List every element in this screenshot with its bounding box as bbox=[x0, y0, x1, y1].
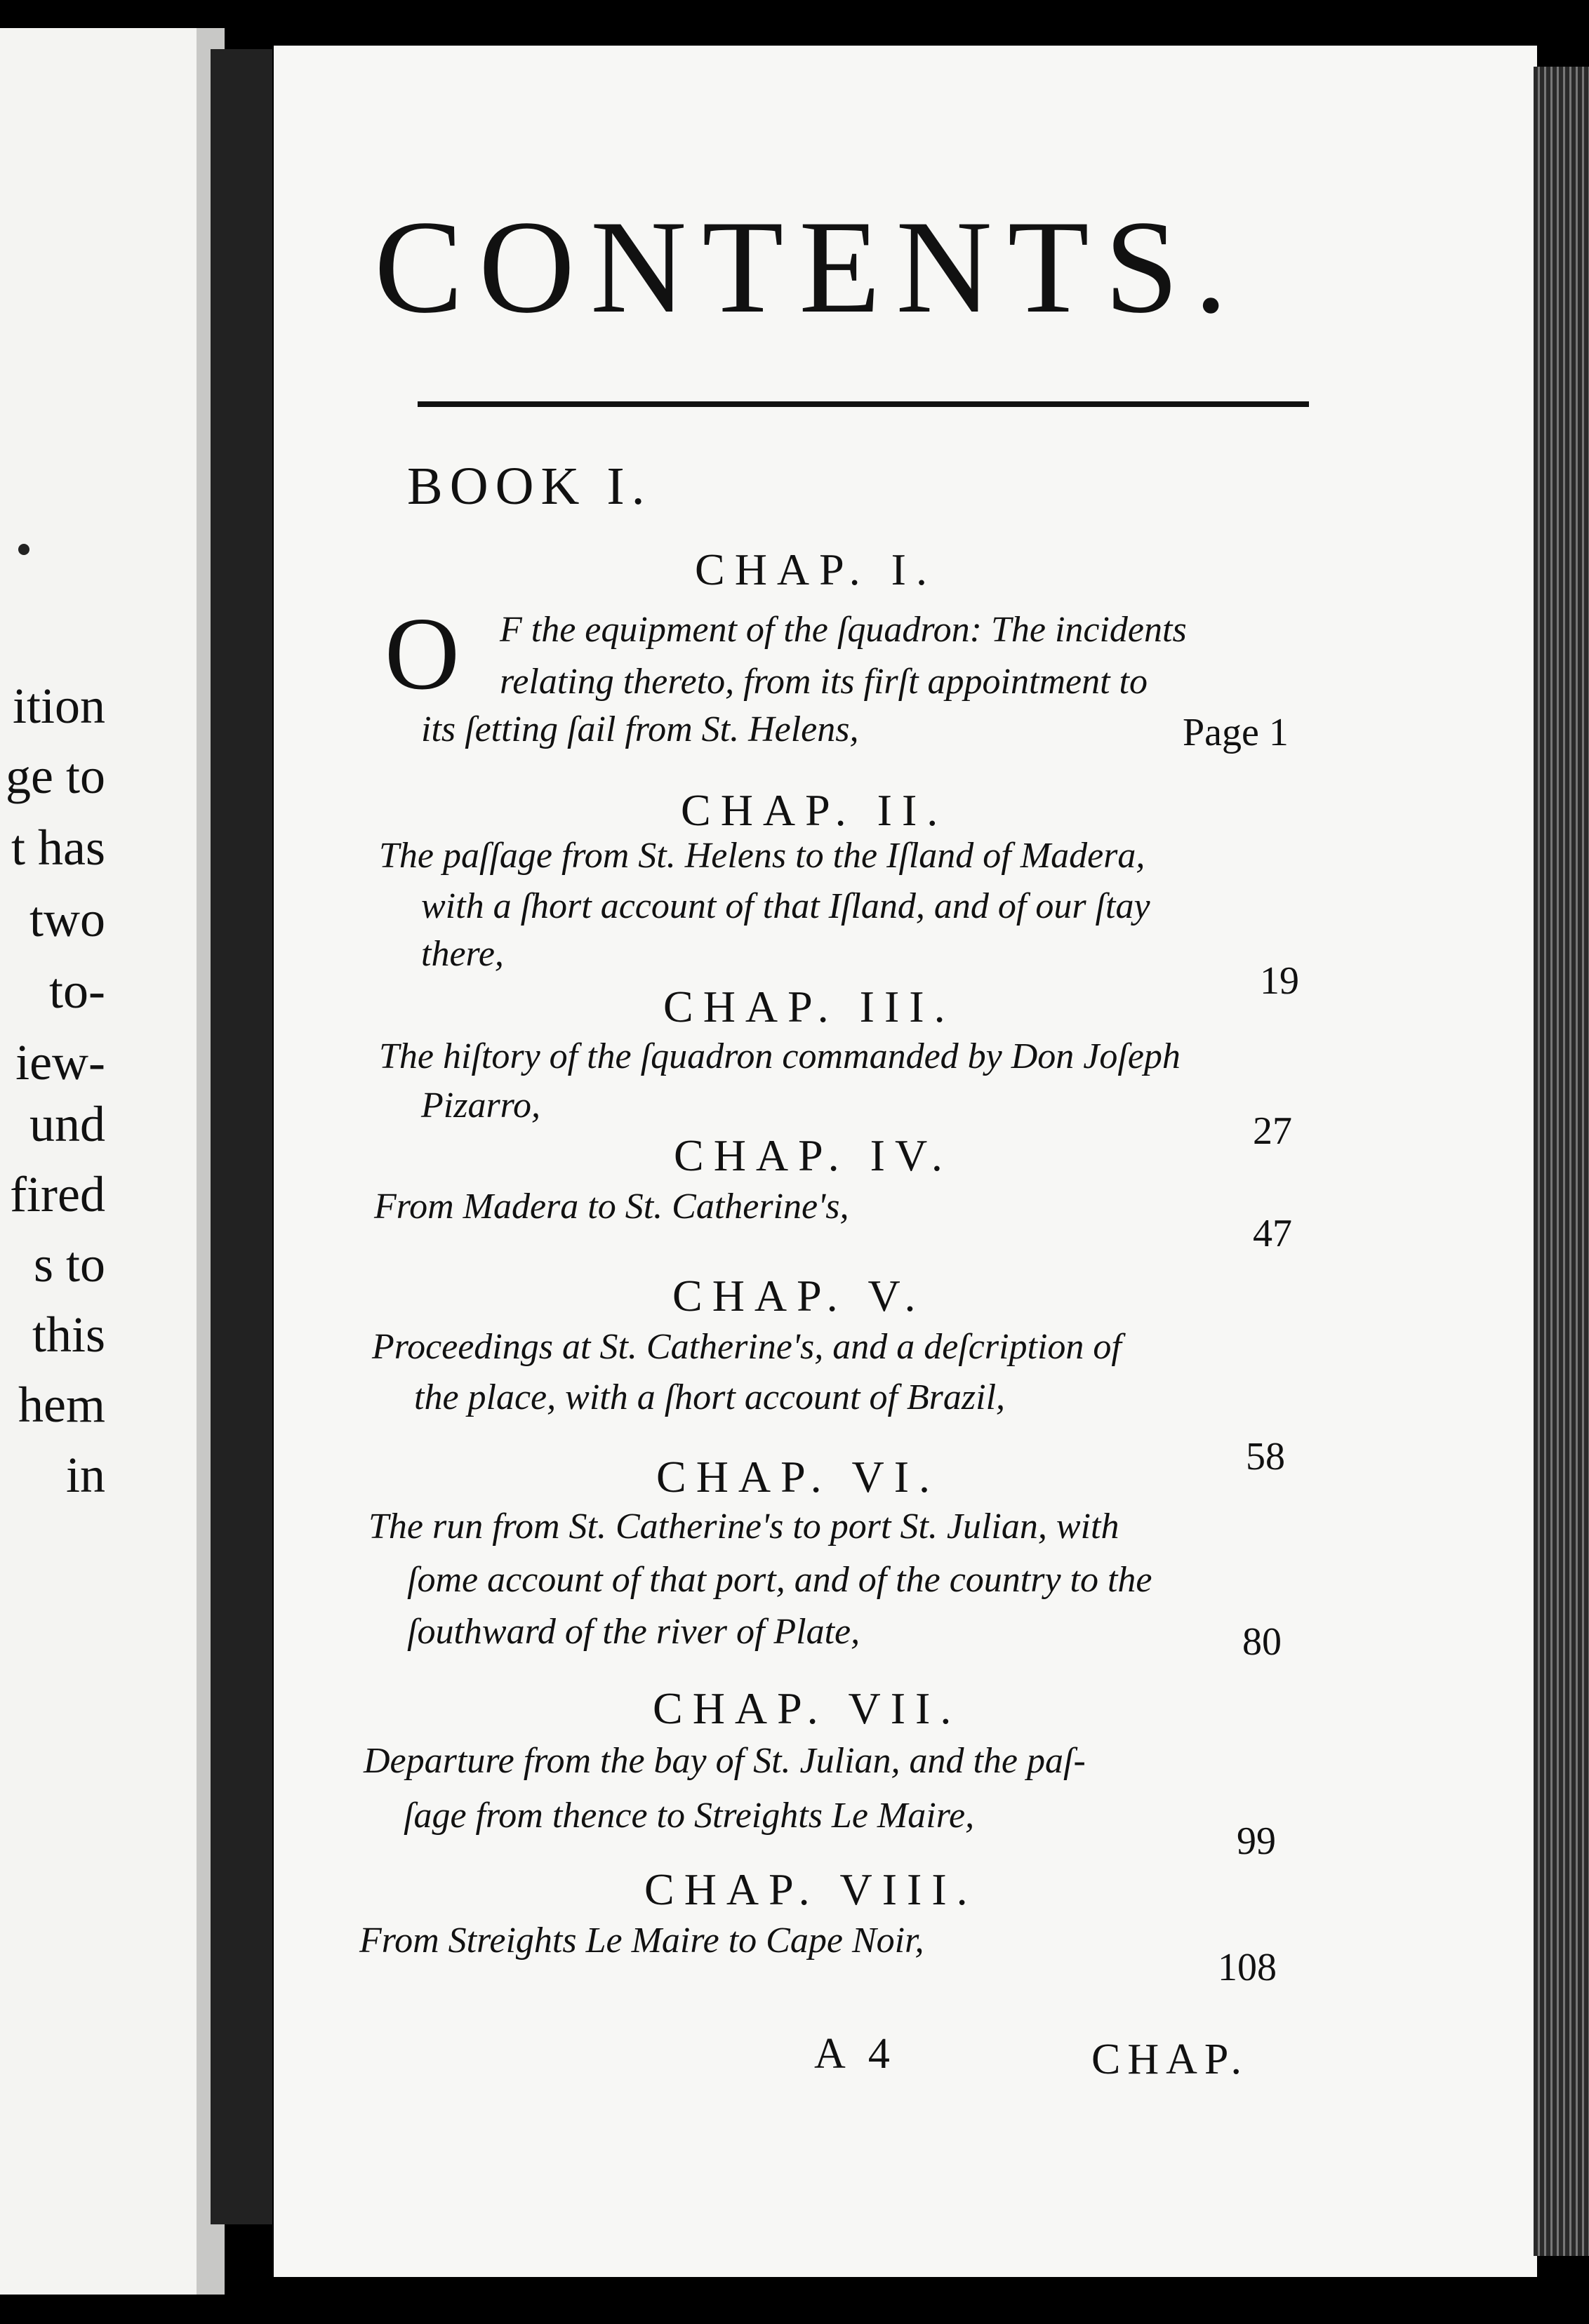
chapter-summary-line: ſome account of that port, and of the country to the bbox=[407, 1560, 1152, 1600]
page-number: Page 1 bbox=[1183, 711, 1289, 754]
chapter-summary-line: The run from St. Catherine's to port St. Julian, with bbox=[368, 1507, 1119, 1547]
chapter-summary-line: with a ſhort account of that Iſland, and of our ſtay bbox=[421, 886, 1150, 926]
chapter-summary-line: The hiſtory of the ſquadron commanded by Don Joſeph bbox=[379, 1036, 1181, 1076]
left-page-fragment: und bbox=[29, 1096, 105, 1152]
chapter-summary-line: Pizarro, bbox=[421, 1086, 540, 1126]
left-page bbox=[0, 28, 225, 2295]
chapter-summary-line: its ſetting ſail from St. Helens, bbox=[421, 709, 859, 749]
signature-mark: A 4 bbox=[814, 2030, 897, 2078]
page-title: CONTENTS. bbox=[374, 194, 1243, 341]
chapter-summary-line: The paſſage from St. Helens to the Iſland of Madera, bbox=[379, 836, 1145, 876]
left-page-fragment: s to bbox=[33, 1236, 105, 1293]
drop-cap: O bbox=[385, 596, 460, 712]
chapter-heading: CHAP. II. bbox=[681, 785, 948, 835]
left-page-fragment: ition bbox=[12, 678, 105, 734]
chapter-summary-line: From Madera to St. Catherine's, bbox=[374, 1187, 849, 1227]
page-number: 27 bbox=[1253, 1109, 1292, 1153]
chapter-heading: CHAP. V. bbox=[672, 1271, 926, 1321]
chapter-summary-line: ſage from thence to Streights Le Maire, bbox=[404, 1796, 975, 1836]
chapter-summary-line: relating thereto, from its firſt appointment to bbox=[500, 662, 1148, 702]
book-heading: BOOK I. bbox=[407, 457, 652, 516]
chapter-heading: CHAP. VII. bbox=[653, 1683, 962, 1733]
left-page-dot bbox=[18, 544, 29, 555]
left-page-fragment: t has bbox=[11, 820, 105, 876]
catchword: CHAP. bbox=[1091, 2036, 1249, 2083]
left-page-fragment: fired bbox=[10, 1166, 105, 1222]
left-page-fragment: hem bbox=[18, 1377, 105, 1433]
chapter-heading: CHAP. I. bbox=[695, 545, 937, 594]
chapter-summary-line: From Streights Le Maire to Cape Noir, bbox=[359, 1921, 924, 1961]
page-number: 80 bbox=[1242, 1620, 1282, 1664]
page-number: 99 bbox=[1237, 1819, 1276, 1863]
left-page-fragment: iew- bbox=[15, 1034, 105, 1090]
left-page-fragment: in bbox=[65, 1447, 105, 1503]
page-number: 19 bbox=[1260, 959, 1299, 1003]
book-spine bbox=[211, 49, 272, 2224]
chapter-summary-line: there, bbox=[421, 934, 504, 974]
chapter-heading: CHAP. IV. bbox=[674, 1130, 952, 1180]
chapter-heading: CHAP. VIII. bbox=[644, 1864, 978, 1914]
left-page-fragment: to- bbox=[49, 963, 105, 1019]
chapter-summary-line: Proceedings at St. Catherine's, and a deſcription of bbox=[372, 1327, 1122, 1367]
left-page-fragment: ge to bbox=[6, 748, 105, 804]
chapter-heading: CHAP. III. bbox=[663, 982, 955, 1031]
chapter-summary-line: Departure from the bay of St. Julian, and the paſ- bbox=[364, 1741, 1086, 1781]
chapter-summary-line: F the equipment of the ſquadron: The incidents bbox=[500, 610, 1187, 650]
title-rule bbox=[418, 401, 1309, 407]
left-page-fragment: two bbox=[29, 891, 105, 947]
page-edges bbox=[1534, 67, 1589, 2256]
left-page-fragment: this bbox=[32, 1307, 105, 1363]
page-number: 108 bbox=[1218, 1946, 1277, 1989]
chapter-heading: CHAP. VI. bbox=[656, 1452, 940, 1502]
page-number: 47 bbox=[1253, 1212, 1292, 1255]
chapter-summary-line: the place, with a ſhort account of Brazil, bbox=[414, 1377, 1006, 1417]
page-number: 58 bbox=[1246, 1435, 1285, 1478]
chapter-summary-line: ſouthward of the river of Plate, bbox=[407, 1612, 860, 1652]
